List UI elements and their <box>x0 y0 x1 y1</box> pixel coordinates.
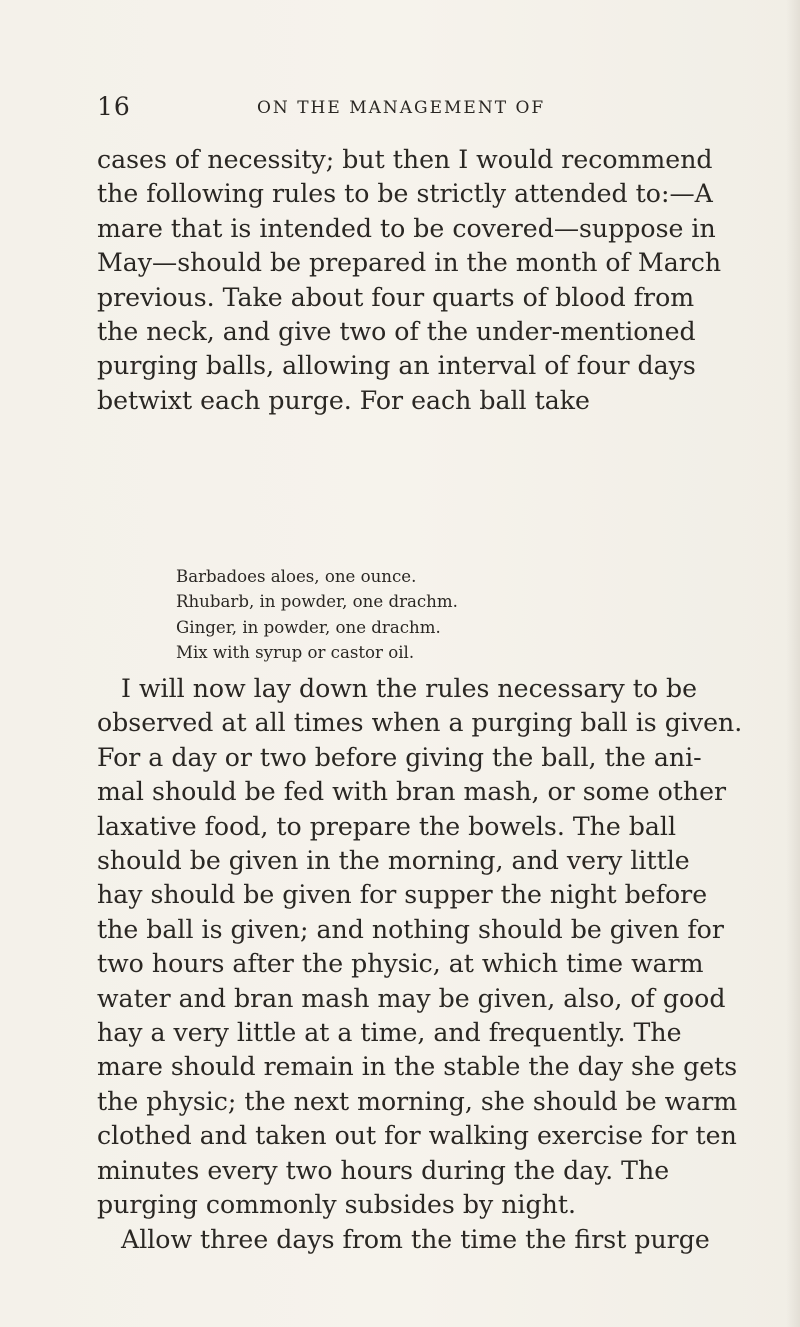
text-line: For a day or two before giving the ball, the ani- <box>97 742 702 772</box>
text-line: previous. Take about four quarts of blood from <box>97 282 695 312</box>
paragraph-necessity-rules <box>97 143 737 418</box>
recipe-item: Ginger, in powder, one drachm. <box>176 617 441 637</box>
text-line: mare that is intended to be covered—suppose in <box>97 213 716 243</box>
text-line: water and bran mash may be given, also, of good <box>97 983 726 1013</box>
text-line: Allow three days from the time the first purge <box>121 1224 710 1254</box>
text-line: should be given in the morning, and very little <box>97 846 690 876</box>
text-line: the ball is given; and nothing should be given for <box>97 914 724 944</box>
page-header <box>97 92 737 122</box>
text-line: purging balls, allowing an interval of four days <box>97 351 696 381</box>
page-edge-shadow <box>786 0 800 1327</box>
text-line: the neck, and give two of the under-mentioned <box>97 317 696 347</box>
paragraph-purging-rules <box>97 672 743 1257</box>
text-line: clothed and taken out for walking exercise for ten <box>97 1121 737 1151</box>
page-number: 16 <box>97 92 131 121</box>
text-line: mare should remain in the stable the day she gets <box>97 1052 738 1082</box>
running-head: ON THE MANAGEMENT OF <box>257 98 546 118</box>
purging-ball-recipe <box>176 564 458 666</box>
text-line: hay should be given for supper the night before <box>97 880 708 910</box>
text-line: betwixt each purge. For each ball take <box>97 385 590 415</box>
recipe-item: Mix with syrup or castor oil. <box>176 643 415 663</box>
recipe-item: Rhubarb, in powder, one drachm. <box>176 592 458 612</box>
text-line: May—should be prepared in the month of March <box>97 248 722 278</box>
text-line: laxative food, to prepare the bowels. The ball <box>97 811 677 841</box>
text-line: hay a very little at a time, and frequently. The <box>97 1018 682 1048</box>
text-line: observed at all times when a purging ball is given. <box>97 708 743 738</box>
text-line: the physic; the next morning, she should be warm <box>97 1086 738 1116</box>
text-line: I will now lay down the rules necessary to be <box>121 674 698 703</box>
recipe-item: Barbadoes aloes, one ounce. <box>176 567 417 586</box>
text-line: the following rules to be strictly attended to:—A <box>97 179 713 209</box>
text-line: minutes every two hours during the day. The <box>97 1155 670 1185</box>
text-line: purging commonly subsides by night. <box>97 1190 576 1220</box>
text-line: mal should be fed with bran mash, or some other <box>97 777 727 807</box>
text-line: two hours after the physic, at which time warm <box>97 949 704 979</box>
text-line: cases of necessity; but then I would recommend <box>97 145 713 174</box>
